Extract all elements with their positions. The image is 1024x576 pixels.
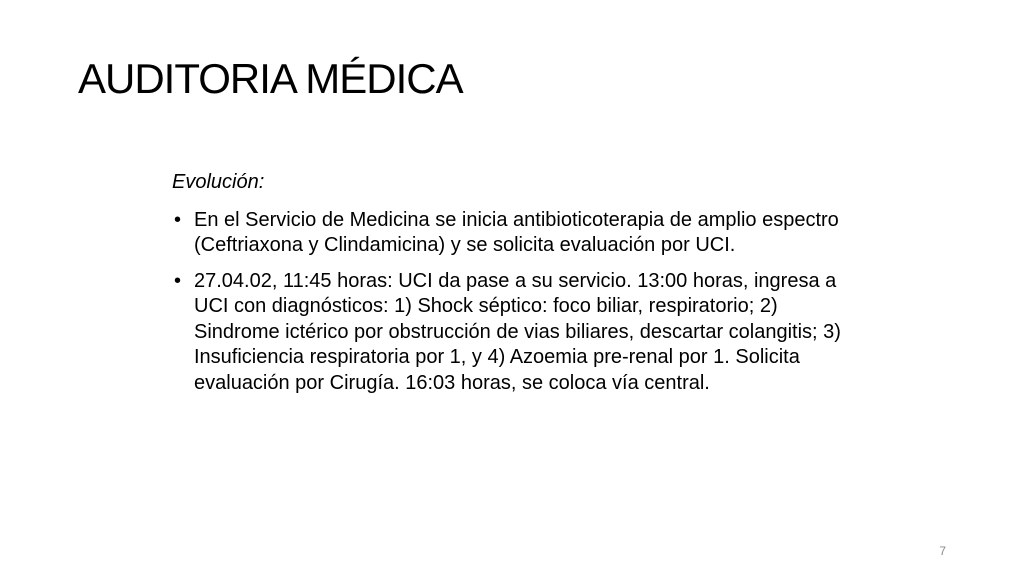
slide-title: AUDITORIA MÉDICA — [78, 55, 463, 102]
bullet-list — [172, 208, 862, 397]
bullet-text: En el Servicio de Medicina se inicia antibioticoterapia de amplio espectro (Ceftriaxona y Clindamicina) y se solicita evaluación por UCI. — [194, 208, 839, 256]
bullet-icon: • — [174, 269, 182, 292]
bullet-item — [172, 269, 862, 397]
slide-body — [172, 170, 862, 406]
section-label: Evolución: — [172, 171, 265, 193]
bullet-icon: • — [174, 208, 182, 231]
bullet-text: 27.04.02, 11:45 horas: UCI da pase a su servicio. 13:00 horas, ingresa a UCI con diagnósticos: 1) Shock séptico: foco biliar, respiratorio; 2) Sindrome ictérico por obstrucción de vias biliares, descartar colangitis; 3) Insuficiencia respiratoria por 1, y 4) Azoemia pre-renal por 1. Solicita evaluación por Cirugía. 16:03 horas, se coloca vía central. — [194, 269, 841, 394]
page-number: 7 — [939, 544, 946, 558]
bullet-item — [172, 208, 862, 259]
